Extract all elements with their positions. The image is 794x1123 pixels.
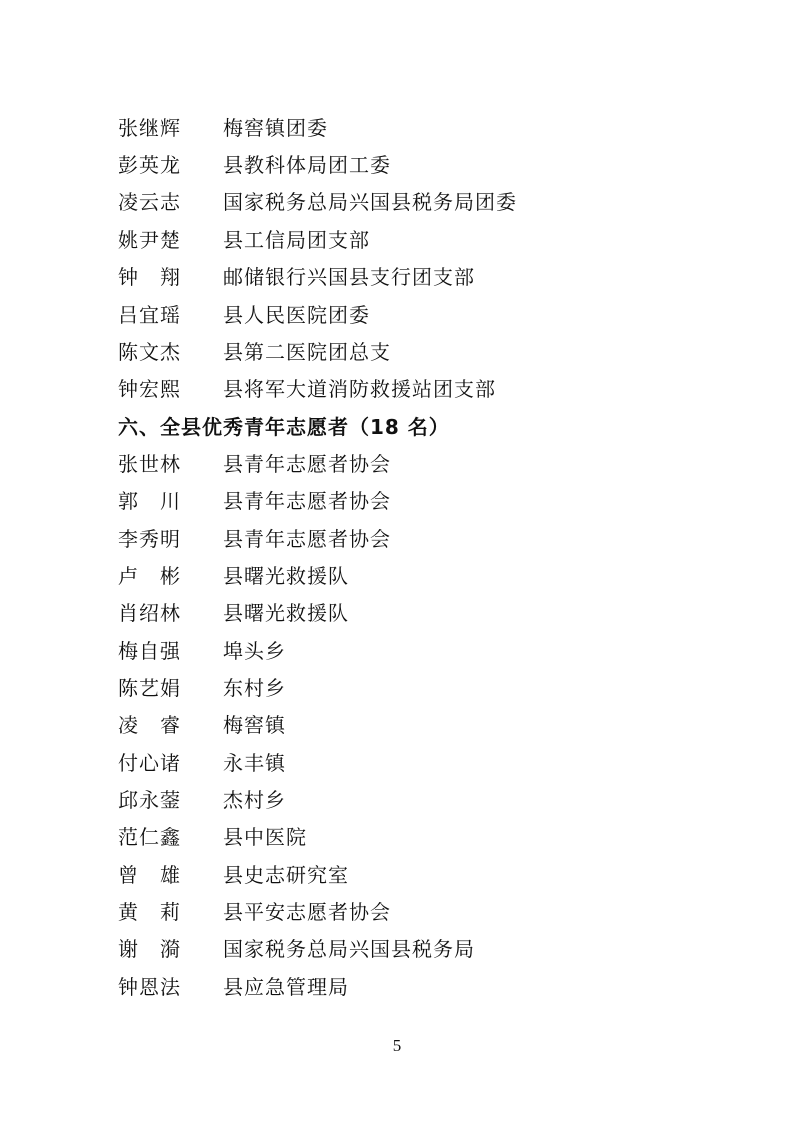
person-name: 肖绍林	[118, 601, 181, 625]
organization: 国家税务总局兴国县税务局	[223, 937, 475, 961]
organization: 杰村乡	[223, 788, 286, 812]
list-item	[118, 110, 718, 147]
person-name: 姚尹楚	[118, 228, 181, 252]
list-item	[118, 931, 718, 968]
person-name: 张世林	[118, 452, 181, 476]
organization: 县教科体局团工委	[223, 153, 391, 177]
person-name: 凌 睿	[118, 713, 181, 737]
list-item	[118, 483, 718, 520]
list-item	[118, 857, 718, 894]
person-name: 梅自强	[118, 639, 181, 663]
list-item	[118, 670, 718, 707]
list-item	[118, 521, 718, 558]
person-name: 付心诸	[118, 751, 181, 775]
list-item	[118, 969, 718, 1006]
organization: 县应急管理局	[223, 975, 349, 999]
organization: 东村乡	[223, 676, 286, 700]
person-name: 张继辉	[118, 116, 181, 140]
list-item	[118, 707, 718, 744]
organization: 县曙光救援队	[223, 564, 349, 588]
organization: 梅窖镇团委	[223, 116, 328, 140]
person-name: 钟宏熙	[118, 377, 181, 401]
list-item	[118, 894, 718, 931]
person-name: 彭英龙	[118, 153, 181, 177]
list-item	[118, 446, 718, 483]
organization: 县曙光救援队	[223, 601, 349, 625]
person-name: 范仁鑫	[118, 825, 181, 849]
list-item	[118, 371, 718, 408]
organization: 县平安志愿者协会	[223, 900, 391, 924]
organization: 县青年志愿者协会	[223, 452, 391, 476]
organization: 永丰镇	[223, 751, 286, 775]
organization: 县青年志愿者协会	[223, 489, 391, 513]
person-name: 谢 漪	[118, 937, 181, 961]
organization: 县青年志愿者协会	[223, 527, 391, 551]
list-item	[118, 558, 718, 595]
list-item	[118, 297, 718, 334]
organization: 埠头乡	[223, 639, 286, 663]
person-name: 郭 川	[118, 489, 181, 513]
organization: 县将军大道消防救援站团支部	[223, 377, 496, 401]
person-name: 凌云志	[118, 190, 181, 214]
person-name: 曾 雄	[118, 863, 181, 887]
organization: 县中医院	[223, 825, 307, 849]
list-item	[118, 745, 718, 782]
list-item	[118, 782, 718, 819]
person-name: 陈艺娟	[118, 676, 181, 700]
person-name: 卢 彬	[118, 564, 181, 588]
list-item	[118, 184, 718, 221]
organization: 国家税务总局兴国县税务局团委	[223, 190, 517, 214]
person-name: 邱永蓥	[118, 788, 181, 812]
organization: 梅窖镇	[223, 713, 286, 737]
organization: 县第二医院团总支	[223, 340, 391, 364]
organization: 县工信局团支部	[223, 228, 370, 252]
organization: 县史志研究室	[223, 863, 349, 887]
list-item	[118, 595, 718, 632]
person-name: 李秀明	[118, 527, 181, 551]
page-number: 5	[392, 1036, 402, 1055]
list-item	[118, 633, 718, 670]
list-item	[118, 259, 718, 296]
organization: 县人民医院团委	[223, 303, 370, 327]
person-name: 钟恩法	[118, 975, 181, 999]
person-name: 钟 翔	[118, 265, 181, 289]
list-item	[118, 334, 718, 371]
section-heading: 六、全县优秀青年志愿者（18 名）	[118, 415, 450, 439]
organization: 邮储银行兴国县支行团支部	[223, 265, 475, 289]
list-item	[118, 147, 718, 184]
person-name: 吕宜瑶	[118, 303, 181, 327]
person-name: 陈文杰	[118, 340, 181, 364]
list-item	[118, 222, 718, 259]
person-name: 黄 莉	[118, 900, 181, 924]
list-item	[118, 819, 718, 856]
